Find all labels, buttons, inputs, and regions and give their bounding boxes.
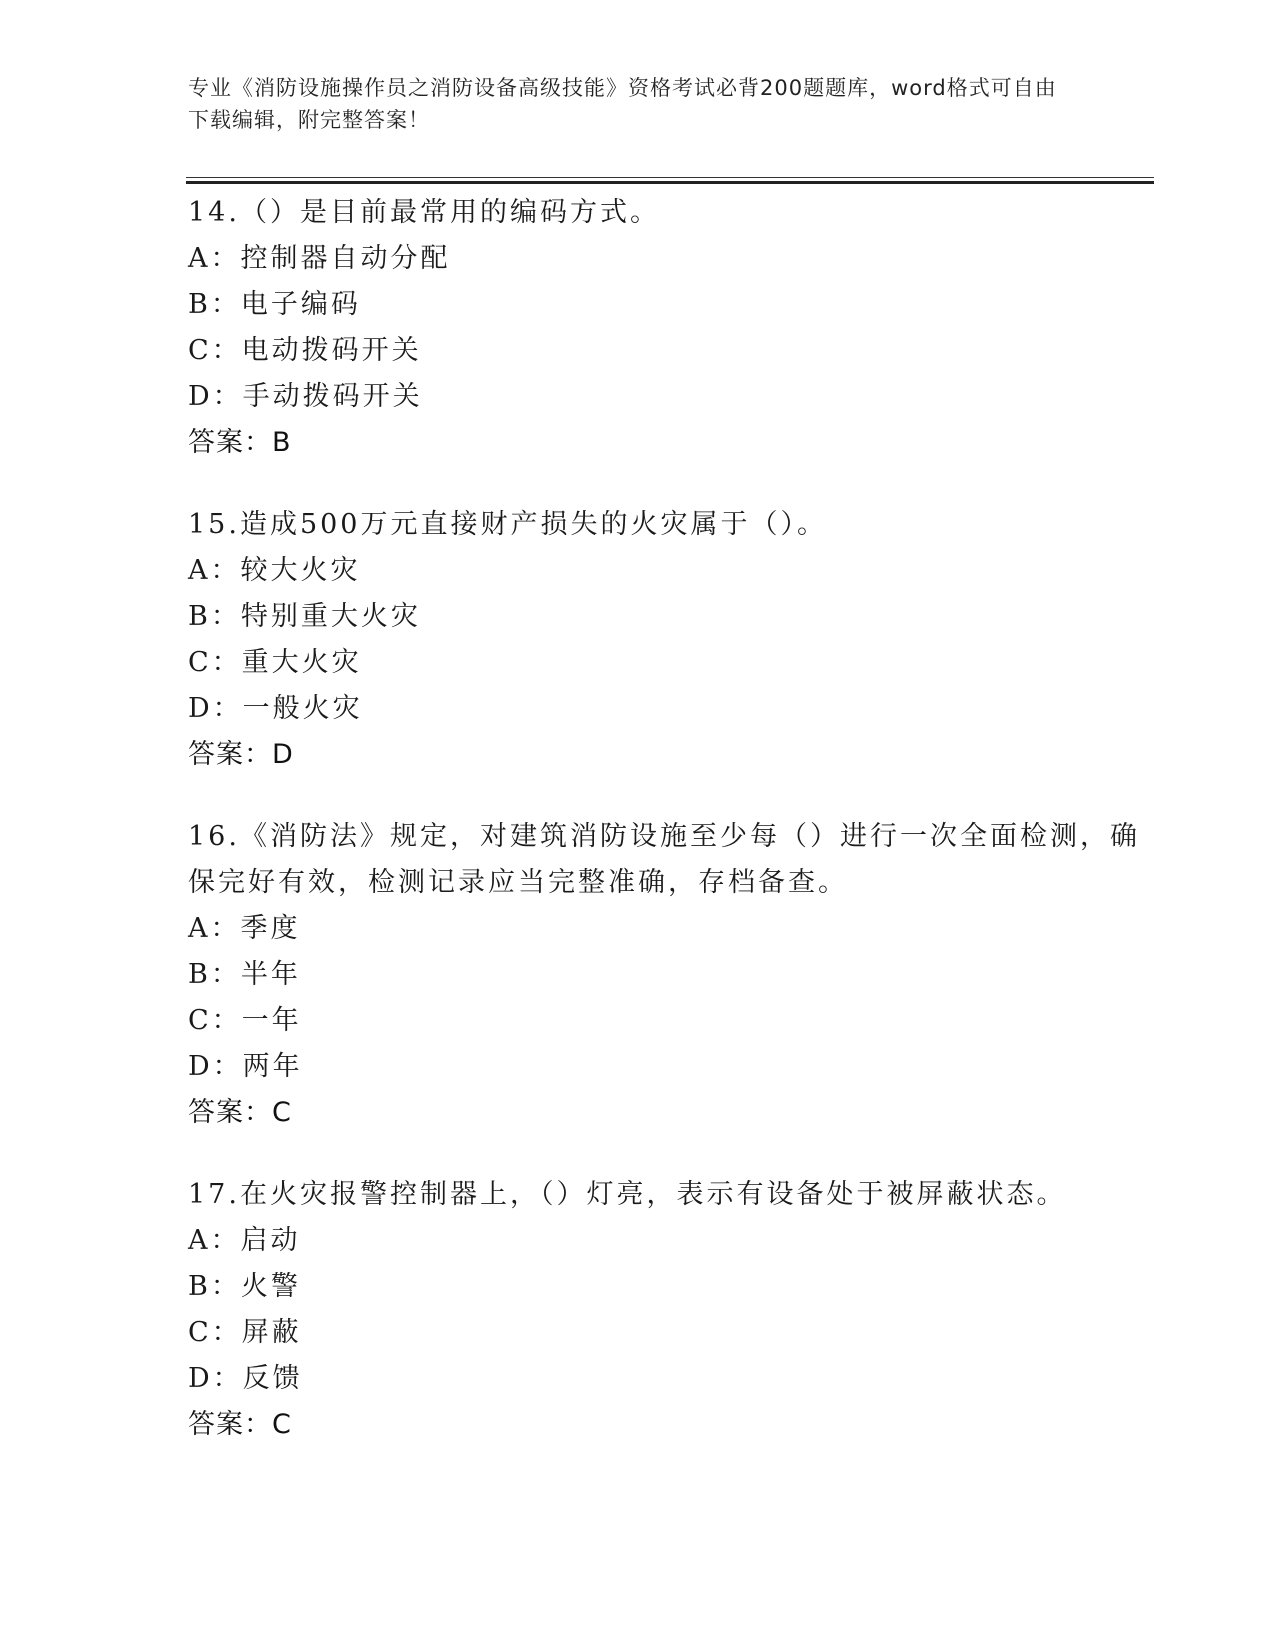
option-c: C：电动拨码开关 <box>188 335 422 366</box>
option-b: B：特别重大火灾 <box>188 601 421 632</box>
option-c: C：一年 <box>188 1005 302 1036</box>
question-stem: 15.造成500万元直接财产损失的火灾属于（）。 <box>188 509 827 540</box>
header-divider-thick <box>186 181 1154 184</box>
question-16 <box>188 814 1148 1136</box>
answer-line: 答案：D <box>188 739 294 770</box>
question-17 <box>188 1172 1148 1448</box>
answer-line: 答案：B <box>188 427 292 458</box>
option-d: D：一般火灾 <box>188 693 363 724</box>
answer-line: 答案：C <box>188 1409 292 1440</box>
option-b: B：电子编码 <box>188 289 361 320</box>
option-c: C：屏蔽 <box>188 1317 302 1348</box>
option-d: D：手动拨码开关 <box>188 381 423 412</box>
question-stem: 16.《消防法》规定，对建筑消防设施至少每（）进行一次全面检测，确保完好有效，检测记录应当完整准确，存档备查。 <box>188 821 1140 898</box>
option-a: A：控制器自动分配 <box>188 243 451 274</box>
option-a: A：启动 <box>188 1225 301 1256</box>
question-stem: 14.（）是目前最常用的编码方式。 <box>188 197 660 228</box>
document-header: 专业《消防设施操作员之消防设备高级技能》资格考试必背200题题库，word格式可自由下载编辑，附完整答案！ <box>188 76 1057 132</box>
question-15 <box>188 502 1148 778</box>
option-c: C：重大火灾 <box>188 647 362 678</box>
question-list <box>188 190 1148 1484</box>
question-stem: 17.在火灾报警控制器上，（）灯亮，表示有设备处于被屏蔽状态。 <box>188 1179 1067 1210</box>
header-divider-thin <box>186 177 1154 178</box>
option-d: D：两年 <box>188 1051 303 1082</box>
option-a: A：较大火灾 <box>188 555 361 586</box>
option-a: A：季度 <box>188 913 301 944</box>
option-b: B：火警 <box>188 1271 301 1302</box>
option-b: B：半年 <box>188 959 301 990</box>
option-d: D：反馈 <box>188 1363 303 1394</box>
answer-line: 答案：C <box>188 1097 292 1128</box>
question-14 <box>188 190 1148 466</box>
